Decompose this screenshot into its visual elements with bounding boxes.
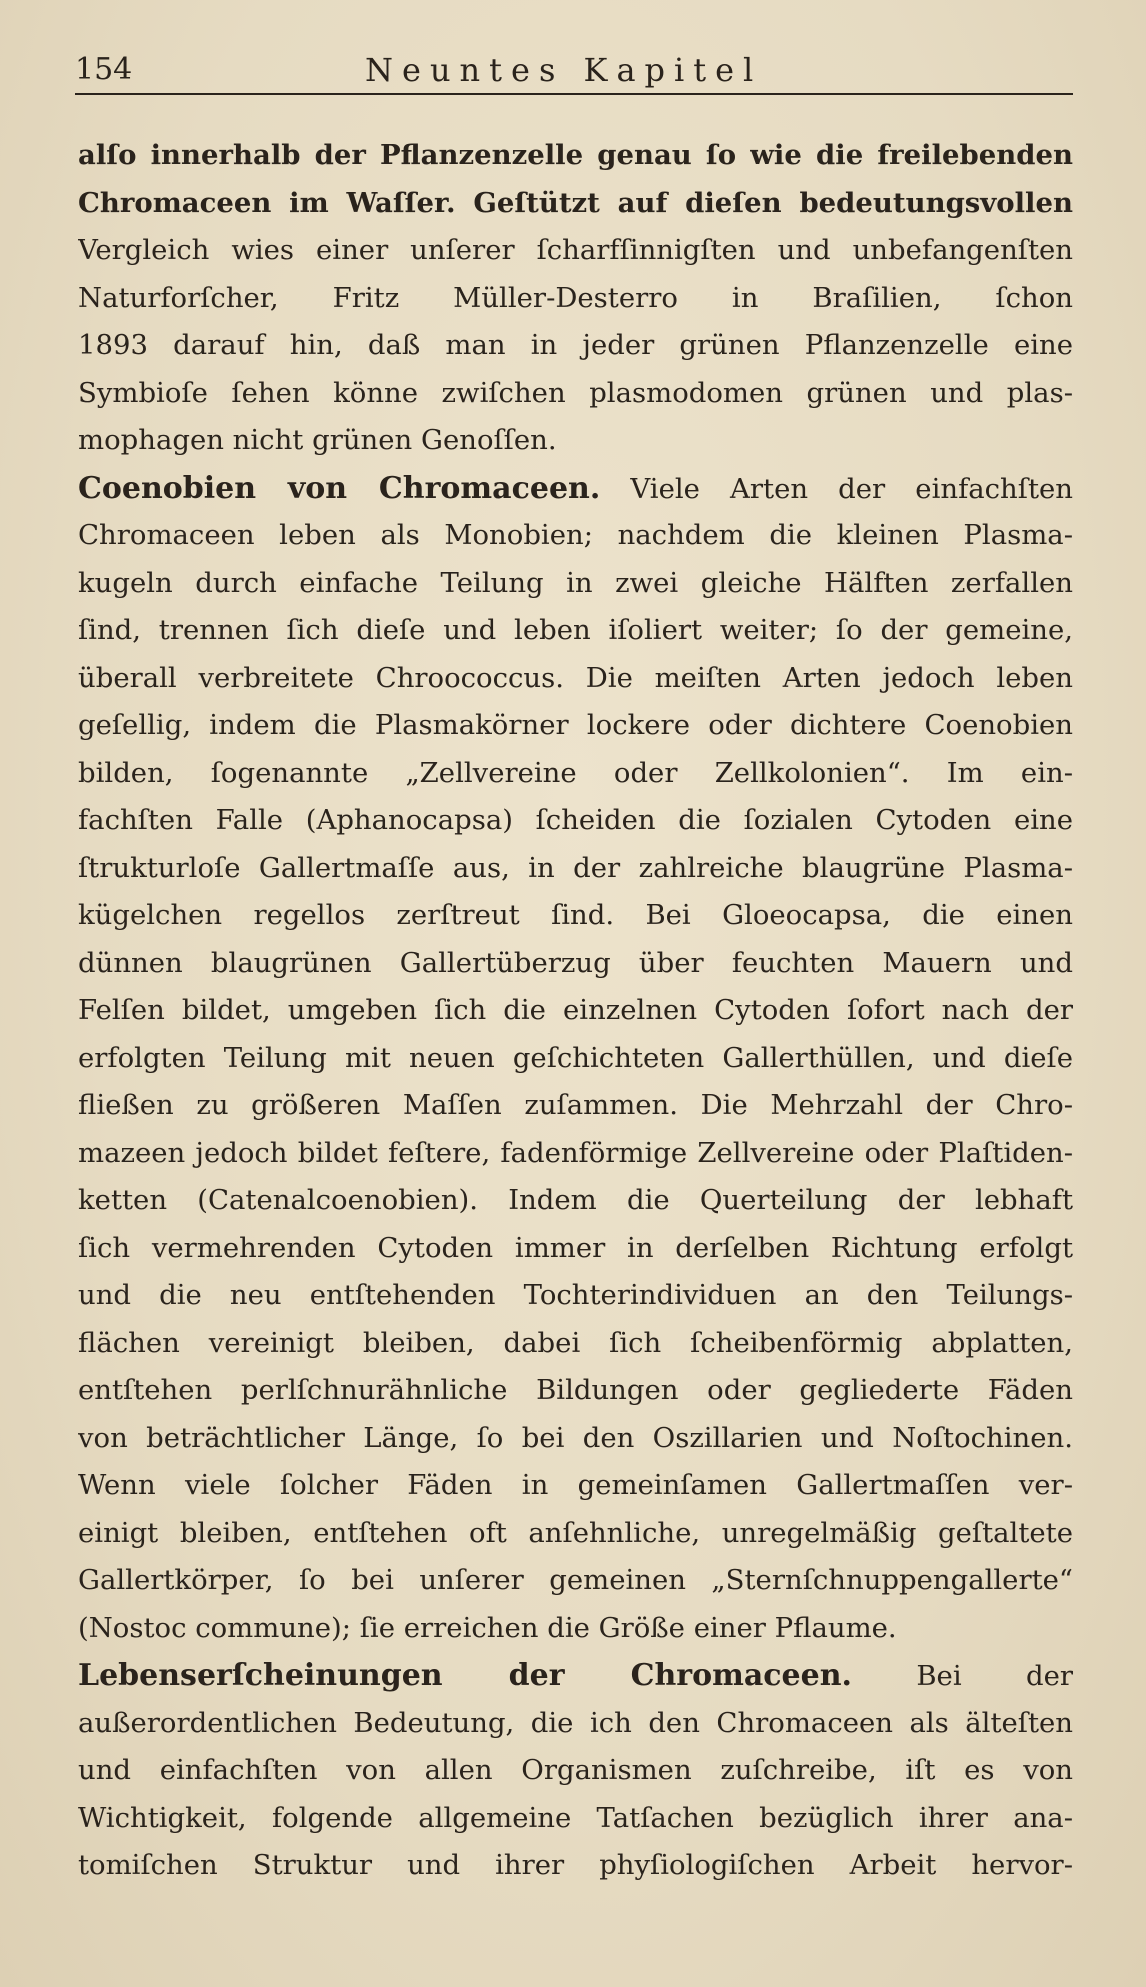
line-text: kugeln durch einfache Teilung in zwei gleiche Hälften zerfallen <box>78 566 1073 599</box>
line-text: fachſten Falle (Aphanocapsa) ſcheiden die ſozialen Cytoden eine <box>78 804 1073 836</box>
section-heading: Coenobien von Chromaceen. <box>78 470 601 506</box>
text-line <box>78 1510 1073 1558</box>
line-text: Symbioſe ſehen könne zwiſchen plasmodomen grünen und plas- <box>78 376 1073 409</box>
line-text: und einfachſten von allen Organismen zuſchreibe, iſt es von <box>78 1754 1073 1786</box>
line-text: Chromaceen leben als Monobien; nachdem die kleinen Plasma- <box>78 519 1073 551</box>
text-line <box>78 1842 1073 1890</box>
line-text: Chromaceen im Waſſer. Geſtützt auf dieſen bedeutungsvollen <box>78 186 1073 219</box>
text-line <box>78 370 1073 418</box>
line-text: 1893 darauf hin, daß man in jeder grünen Pflanzenzelle eine <box>78 329 1073 361</box>
page-number: 154 <box>75 52 133 87</box>
line-text: Felſen bildet, umgeben ſich die einzelnen Cytoden ſofort nach der <box>78 994 1073 1026</box>
line-text: entſtehen perlſchnurähnliche Bildungen oder gegliederte Fäden <box>78 1374 1073 1406</box>
text-line <box>78 1605 1073 1653</box>
text-line <box>78 845 1073 893</box>
text-line <box>78 1652 1073 1700</box>
line-text: von beträchtlicher Länge, ſo bei den Oszillarien und Noſtochinen. <box>78 1421 1073 1454</box>
text-line <box>78 417 1073 465</box>
line-text: ſtrukturloſe Gallertmaſſe aus, in der zahlreiche blaugrüne Plasma- <box>78 851 1073 884</box>
section-heading: Lebenserſcheinungen der Chromaceen. <box>78 1658 852 1693</box>
line-text: (Nostoc commune); ſie erreichen die Größe einer Pflaume. <box>78 1611 897 1644</box>
line-text: mazeen jedoch bildet feſtere, fadenförmige Zellvereine oder Plaſtiden- <box>78 1136 1073 1169</box>
text-line <box>78 1415 1073 1463</box>
text-line <box>78 892 1073 940</box>
line-text: mophagen nicht grünen Genoſſen. <box>78 424 557 456</box>
line-text: Vergleich wies einer unſerer ſcharfſinnigſten und unbefangenſten <box>78 234 1073 266</box>
text-line <box>78 1272 1073 1320</box>
line-text: fließen zu größeren Maſſen zuſammen. Die Mehrzahl der Chro- <box>78 1089 1073 1121</box>
text-line <box>78 1225 1073 1273</box>
body-text <box>78 132 1073 1890</box>
text-line <box>78 607 1073 655</box>
text-line <box>78 1557 1073 1605</box>
text-line <box>78 797 1073 845</box>
text-line <box>78 227 1073 275</box>
line-text: außerordentlichen Bedeutung, die ich den Chromaceen als älteſten <box>78 1706 1073 1739</box>
text-line <box>78 1795 1073 1843</box>
text-line <box>78 322 1073 370</box>
text-line <box>78 180 1073 228</box>
line-text: einigt bleiben, entſtehen oft anſehnliche, unregelmäßig geſtaltete <box>78 1516 1073 1549</box>
text-line <box>78 702 1073 750</box>
text-line <box>78 1130 1073 1178</box>
line-text: und die neu entſtehenden Tochterindividuen an den Teilungs- <box>78 1279 1073 1311</box>
text-line <box>78 1082 1073 1130</box>
running-head: Neuntes Kapitel <box>365 51 763 89</box>
line-text: bilden, ſogenannte „Zellvereine oder Zellkolonien“. Im ein- <box>78 756 1073 789</box>
line-text: ſind, trennen ſich dieſe und leben iſoliert weiter; ſo der gemeine, <box>78 614 1073 646</box>
line-text: Bei der <box>916 1660 1073 1692</box>
text-line <box>78 1367 1073 1415</box>
line-text: ketten (Catenalcoenobien). Indem die Querteilung der lebhaft <box>78 1184 1073 1216</box>
line-text: Wenn viele ſolcher Fäden in gemeinſamen Gallertmaſſen ver- <box>78 1469 1073 1501</box>
text-line <box>78 275 1073 323</box>
text-line <box>78 940 1073 988</box>
text-line <box>78 1035 1073 1083</box>
line-text: flächen vereinigt bleiben, dabei ſich ſcheibenförmig abplatten, <box>78 1326 1073 1359</box>
header-rule <box>75 93 1073 95</box>
line-text: Naturforſcher, Fritz Müller-Desterro in Braſilien, ſchon <box>78 281 1073 314</box>
text-line <box>78 1177 1073 1225</box>
text-line <box>78 750 1073 798</box>
line-text: ſich vermehrenden Cytoden immer in derſelben Richtung erfolgt <box>78 1231 1073 1264</box>
text-line <box>78 1320 1073 1368</box>
line-text: Wichtigkeit, folgende allgemeine Tatſachen bezüglich ihrer ana- <box>78 1801 1073 1834</box>
line-text: tomiſchen Struktur und ihrer phyſiologiſchen Arbeit hervor- <box>78 1849 1073 1881</box>
text-line <box>78 655 1073 703</box>
line-text: Viele Arten der einfachſten <box>630 472 1073 505</box>
text-line <box>78 512 1073 560</box>
line-text: alſo innerhalb der Pflanzenzelle genau ſo wie die freilebenden <box>78 139 1073 171</box>
line-text: geſellig, indem die Plasmakörner lockere oder dichtere Coenobien <box>78 709 1073 741</box>
text-line <box>78 465 1073 513</box>
text-line <box>78 1700 1073 1748</box>
line-text: überall verbreitete Chroococcus. Die meiſten Arten jedoch leben <box>78 661 1073 694</box>
text-line <box>78 132 1073 180</box>
page-header <box>75 48 1073 92</box>
text-line <box>78 1747 1073 1795</box>
text-line <box>78 1462 1073 1510</box>
line-text: kügelchen regellos zerſtreut ſind. Bei Gloeocapsa, die einen <box>78 899 1073 931</box>
text-line <box>78 560 1073 608</box>
line-text: erfolgten Teilung mit neuen geſchichteten Gallerthüllen, und dieſe <box>78 1041 1073 1074</box>
line-text: dünnen blaugrünen Gallertüberzug über feuchten Mauern und <box>78 946 1073 979</box>
line-text: Gallertkörper, ſo bei unſerer gemeinen „Sternſchnuppengallerte“ <box>78 1564 1073 1596</box>
text-line <box>78 987 1073 1035</box>
